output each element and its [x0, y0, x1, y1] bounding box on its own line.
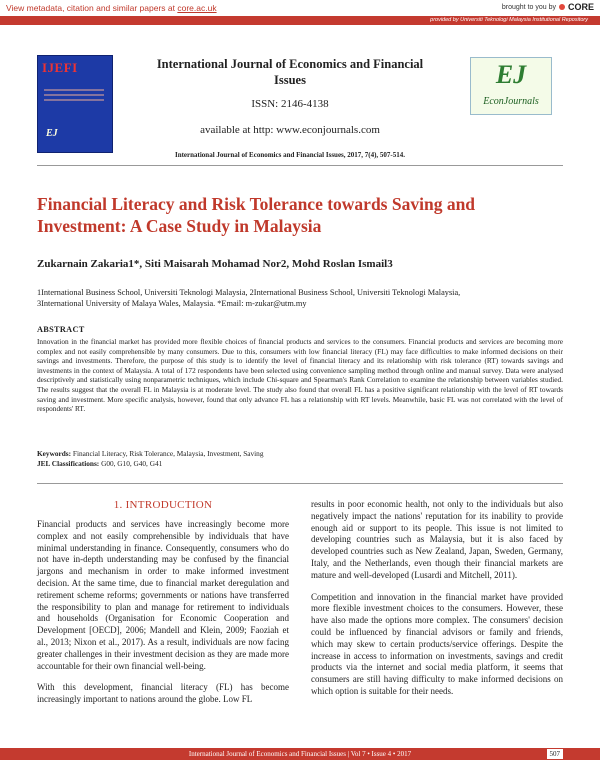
paper-title: Financial Literacy and Risk Tolerance towards Saving and Investment: A Case Study in Malaysia	[37, 194, 476, 236]
page-footer	[0, 748, 600, 760]
cover-badge: EJ	[46, 128, 58, 139]
econjournals-logo	[470, 57, 552, 115]
introduction-heading: 1. INTRODUCTION	[113, 499, 213, 511]
abstract-text: Innovation in the financial market has provided more flexible choices of financial products and services to the consumers. Financial products and services are becoming more complex and not easily comprehensible by many consumers. Due to this, consumers with low financial literacy (FL) may face difficulties to make informed decisions on their savings and investments. Therefore, the purpose of this study is to identify the level of financial literacy and its relationship with risk tolerance (RT) towards savings and investments in the context of Malaysia. A total of 172 respondents have been selected using convenience sampling method through online and manual survey. Data were analysed descriptively and statistically using nonparametric techniques, which include Chi-square and Spearman's Rank Correlation to examine the relationship between variables studied. The results suggest that the overall FL in Malaysia is at moderate level. The study also found that overall FL has a positive significant relationship with the level of RT towards saving and investment. More specific analysis, however, found that only advance FL has a relationship with RT levels. Meanwhile, basic FL was not correlated with the level of respondents' RT.	[37, 337, 563, 414]
intro-paragraph-3: results in poor economic health, not only to the individuals but also negatively impact the nations' reputation for its inability to provide enough aid or support to its people. This issue is not limited to developing countries such as Malaysia, but it is also faced by developed countries such as New Zealand, Japan, Sweden, Germany, Italy, and the Netherlands, even though their financial markets are mature and well-developed (Lusardi and Mitchell, 2011).	[311, 499, 563, 580]
header-divider	[37, 165, 563, 166]
repository-text[interactable]: provided by Universiti Teknologi Malaysia Institutional Repository	[430, 17, 588, 23]
intro-paragraph-2: With this development, financial literacy (FL) has become increasingly important to nations around the globe. Low FL	[37, 682, 289, 705]
cover-decoration	[44, 86, 104, 104]
ej-logo-mark: EJ	[495, 60, 527, 89]
jel-classifications	[37, 459, 563, 469]
keywords-label: Keywords:	[37, 449, 72, 458]
jel-label: JEL Classifications:	[37, 459, 100, 468]
core-logo-icon	[559, 4, 565, 10]
footer-text: International Journal of Economics and Financial Issues | Vol 7 • Issue 4 • 2017	[188, 750, 412, 758]
left-column	[37, 519, 289, 716]
journal-issn: ISSN: 2146-4138	[251, 98, 329, 110]
repository-bar	[0, 16, 600, 25]
core-brought-text: brought to you by	[501, 3, 556, 11]
jel-value: G00, G10, G40, G41	[101, 459, 163, 468]
ej-logo-text: EconJournals	[483, 96, 539, 107]
keywords	[37, 449, 563, 459]
core-link-prefix: View metadata, citation and similar papers at	[6, 3, 178, 13]
core-brand[interactable]	[502, 2, 594, 12]
journal-title: International Journal of Economics and Financial Issues	[156, 57, 424, 87]
abstract-heading: ABSTRACT	[37, 325, 85, 334]
right-column	[311, 499, 563, 708]
core-link-site[interactable]: core.ac.uk	[177, 3, 217, 13]
cover-title: IJEFI	[42, 60, 78, 75]
journal-citation: International Journal of Economics and Financial Issues, 2017, 7(4), 507-514.	[174, 151, 406, 159]
intro-paragraph-4: Competition and innovation in the financial market have provided more flexible investment choices to the consumers. However, these have also made the options more complex. The consumers' decision could be influenced by financial advisors or family and friends, which may skew to certain products/service offerings. Despite the increase in access to information on investments, savings and credit products via the internet and social media platform, it seems that consumers are still having difficulty to make informed decisions on which option is suitable for their needs.	[311, 591, 563, 696]
paper-authors: Zukarnain Zakaria1*, Siti Maisarah Mohamad Nor2, Mohd Roslan Ismail3	[37, 258, 393, 270]
page-number: 507	[547, 749, 564, 759]
journal-availability: available at http: www.econjournals.com	[200, 124, 380, 136]
keywords-value: Financial Literacy, Risk Tolerance, Malaysia, Investment, Saving	[72, 449, 264, 458]
affiliation-line-2: 3International University of Malaya Wales, Malaysia. *Email: m-zukar@utm.my	[37, 299, 307, 308]
core-metadata-link[interactable]	[6, 3, 217, 13]
author-affiliations	[37, 287, 563, 309]
core-logo-text: CORE	[567, 2, 594, 12]
journal-cover-image	[37, 55, 113, 153]
affiliation-line-1: 1International Business School, Universiti Teknologi Malaysia, 2International Business School, Universiti Teknologi Malaysia,	[37, 288, 461, 297]
abstract-divider	[37, 483, 563, 484]
intro-paragraph-1: Financial products and services have increasingly become more complex and not easily comprehensible by individuals that have minimal understanding in finance. Consequently, consumers who do not have in-depth understanding may be confused by the financial jargons and mechanism in order to make informed investment decision. At the same time, due to financial market deregulation and retirement scheme reforms; governments or nations have transferred the responsibility to plan and manage for retirement to individuals and households (Organisation for Economic Cooperation and Development [OECD], 2006; Mandell and Klein, 2009; Faoziah et al., 2013; Nixon et al., 2017). As a result, individuals are now facing greater challenges in their investment decision as they are made more accountable for their own financial well-being.	[37, 519, 289, 671]
